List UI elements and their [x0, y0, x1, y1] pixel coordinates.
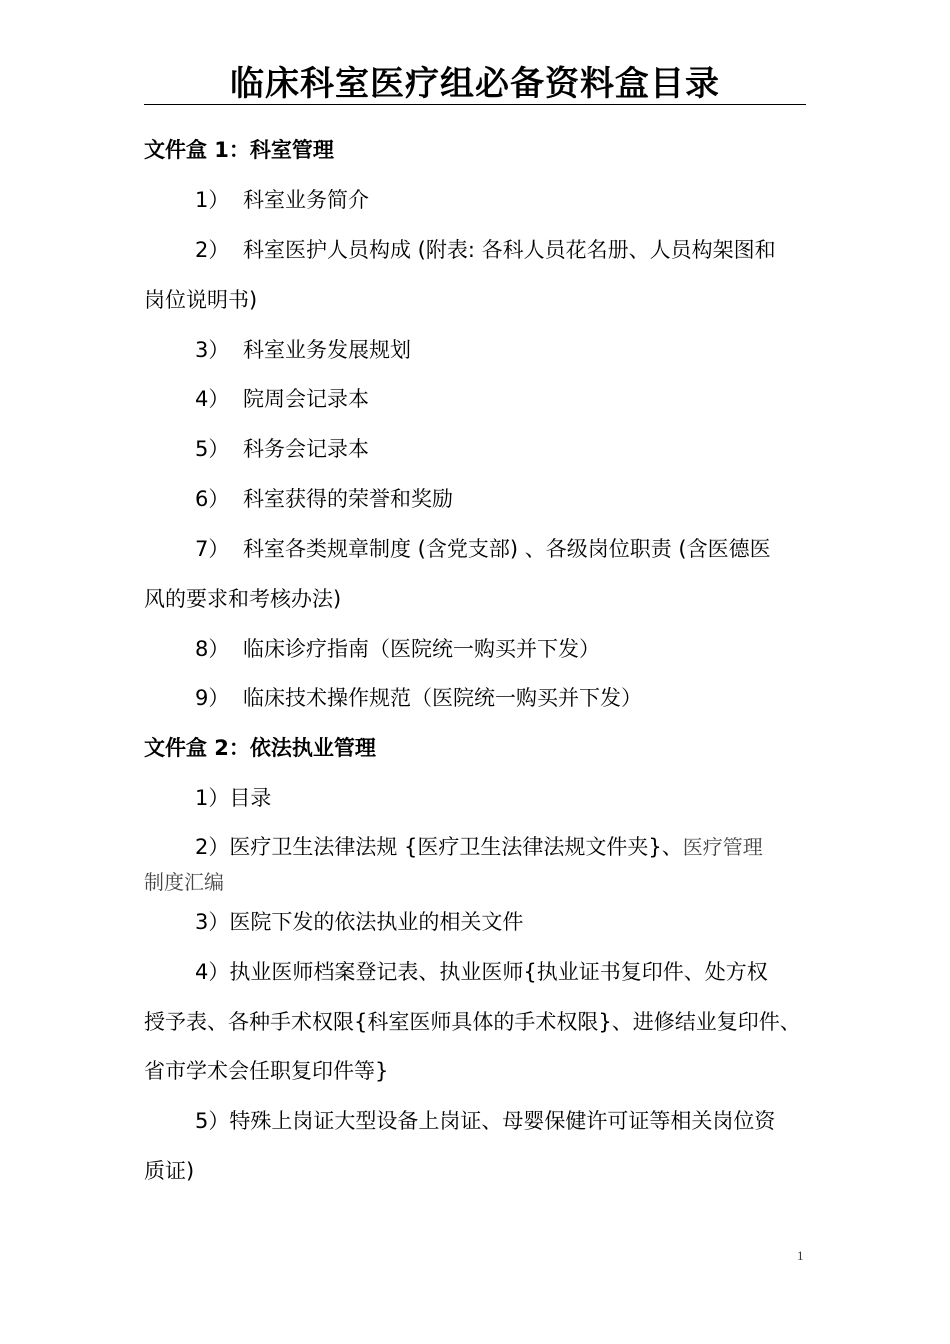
list-item: [195, 832, 763, 862]
list-item: 4）执业医师档案登记表、执业医师{执业证书复印件、处方权: [195, 960, 768, 984]
list-item: [195, 534, 771, 564]
list-item: 1）目录: [195, 786, 272, 810]
list-item: [195, 484, 453, 514]
item-text: 科室各类规章制度 (含党支部) 、各级岗位职责 (含医德医: [243, 537, 771, 561]
list-item: [195, 634, 600, 664]
item-text: 科室业务发展规划: [243, 338, 411, 362]
item-number: 8）: [195, 637, 230, 661]
list-item: [195, 185, 369, 215]
item-text-continuation: 风的要求和考核办法): [144, 587, 342, 611]
list-item: 3）医院下发的依法执业的相关文件: [195, 910, 524, 934]
list-item: [195, 434, 369, 464]
box2-heading: 文件盒 2：依法执业管理: [144, 736, 376, 760]
item-text: 2）医疗卫生法律法规 {医疗卫生法律法规文件夹}、: [195, 835, 683, 859]
item-number: 4）: [195, 387, 230, 411]
item-text: 科室医护人员构成 (附表: 各科人员花名册、人员构架图和: [243, 238, 776, 262]
item-number: 9）: [195, 686, 230, 710]
list-item: [195, 235, 776, 265]
item-text: 临床诊疗指南（医院统一购买并下发）: [243, 637, 600, 661]
box1-heading: 文件盒 1：科室管理: [144, 138, 334, 162]
item-text-continuation: 制度汇编: [144, 870, 224, 894]
item-number: 1）: [195, 188, 230, 212]
item-number: 6）: [195, 487, 230, 511]
item-text-continuation: 岗位说明书): [144, 288, 258, 312]
item-number: 3）: [195, 338, 230, 362]
item-text-continuation: 省市学术会任职复印件等}: [144, 1059, 389, 1083]
page-title: 临床科室医疗组必备资料盒目录: [230, 64, 720, 104]
title-underline: [144, 104, 806, 105]
list-item: [195, 335, 411, 365]
list-item: 5）特殊上岗证大型设备上岗证、母婴保健许可证等相关岗位资: [195, 1109, 776, 1133]
item-text: 科室业务简介: [243, 188, 369, 212]
item-text-continuation: 授予表、各种手术权限{科室医师具体的手术权限}、进修结业复印件、: [144, 1010, 801, 1034]
item-number: 7）: [195, 537, 230, 561]
item-number: 2）: [195, 238, 230, 262]
list-item: [195, 683, 642, 713]
item-text-serif: 医疗管理: [682, 835, 763, 859]
list-item: [195, 384, 369, 414]
item-text: 科务会记录本: [243, 437, 369, 461]
item-text: 临床技术操作规范（医院统一购买并下发）: [243, 686, 642, 710]
item-text: 科室获得的荣誉和奖励: [243, 487, 453, 511]
item-text-continuation: 质证): [144, 1159, 195, 1183]
item-text: 院周会记录本: [243, 387, 369, 411]
page-number: 1: [797, 1248, 804, 1263]
item-number: 5）: [195, 437, 230, 461]
